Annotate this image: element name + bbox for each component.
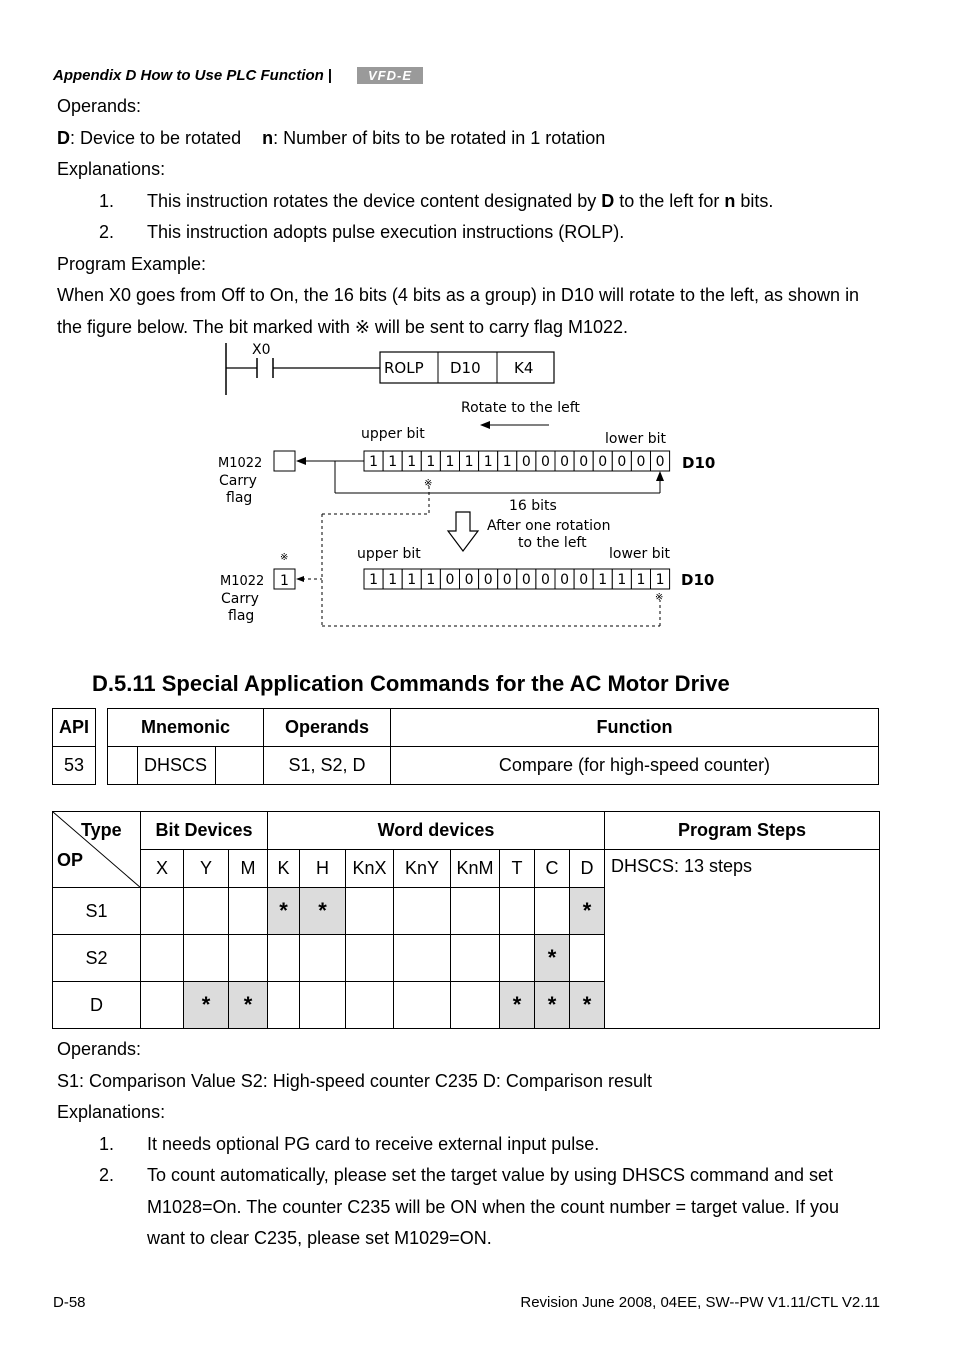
mark-cell (451, 888, 500, 935)
bit-value: 1 (369, 572, 379, 588)
col-header: KnY (394, 850, 451, 888)
bit-value: 1 (369, 454, 379, 470)
mark-cell: * (300, 888, 346, 935)
rotate-label: Rotate to the left (461, 400, 580, 416)
mark-cell: * (570, 888, 605, 935)
operand-device-table (52, 811, 880, 1029)
instr-operand2: K4 (514, 359, 534, 377)
bit-value: 0 (655, 454, 665, 470)
mark-cell (300, 982, 346, 1029)
mark-cell (535, 888, 570, 935)
mark-cell: * (268, 888, 300, 935)
op-name: D (53, 982, 141, 1029)
operands-label: Operands: (57, 96, 142, 116)
mark-symbol-1: ※ (424, 478, 433, 489)
bit-value: 1 (464, 454, 474, 470)
mark-cell: * (535, 982, 570, 1029)
contact-label: X0 (252, 342, 271, 358)
explanations-label: Explanations: (57, 159, 166, 179)
carry-label-1a: Carry (219, 473, 257, 489)
bit-value: 0 (560, 454, 570, 470)
mark-cell (346, 982, 394, 1029)
mark-cell (346, 935, 394, 982)
mark-cell (500, 935, 535, 982)
bit-value: 1 (426, 572, 436, 588)
bit-value: 1 (388, 454, 398, 470)
upper-bit-label-1: upper bit (361, 426, 425, 442)
explanations-label-2: Explanations: (57, 1102, 166, 1122)
mark-cell: * (570, 982, 605, 1029)
operands-desc: D: Device to be rotated n: Number of bits to be rotated in 1 rotation (57, 128, 606, 148)
bit-value: 0 (636, 454, 646, 470)
carry-name-1: M1022 (218, 456, 263, 471)
register-before (364, 451, 670, 471)
bit-value: 0 (464, 572, 474, 588)
bit-value: 0 (560, 572, 570, 588)
mark-symbol-3: ※ (280, 552, 289, 563)
op-name: S1 (53, 888, 141, 935)
revision-info: Revision June 2008, 04EE, SW--PW V1.11/CTL V2.11 (520, 1294, 880, 1311)
program-example-label: Program Example: (57, 254, 207, 274)
operands-text-2: S1: Comparison Value S2: High-speed counter C235 D: Comparison result (57, 1071, 652, 1091)
page-number: D-58 (53, 1294, 86, 1311)
example-line-2: the figure below. The bit marked with ※ will be sent to carry flag M1022. (57, 317, 629, 337)
register-after (364, 569, 670, 589)
program-steps-value: DHSCS: 13 steps (605, 850, 880, 1029)
bit-value: 1 (388, 572, 398, 588)
bit-value: 1 (426, 454, 436, 470)
bit-value: 0 (521, 454, 531, 470)
op-name: S2 (53, 935, 141, 982)
rotation-diagram (0, 0, 954, 640)
bit-value: 0 (617, 454, 627, 470)
col-header: Y (184, 850, 229, 888)
bit-value: 1 (407, 572, 417, 588)
after-rotation-label-2: to the left (518, 535, 587, 551)
carry-name-2: M1022 (220, 574, 265, 589)
section-title: D.5.11 Special Application Commands for the AC Motor Drive (92, 671, 730, 696)
mark-cell (346, 888, 394, 935)
bit-value: 0 (579, 454, 589, 470)
type-label: Type (81, 820, 122, 840)
bit-value: 1 (655, 572, 665, 588)
word-devices-header: Word devices (268, 812, 605, 850)
mark-cell (141, 888, 184, 935)
mark-cell (570, 935, 605, 982)
mark-cell: * (229, 982, 268, 1029)
carry-value-after: 1 (280, 573, 289, 589)
mark-symbol-2: ※ (655, 592, 664, 603)
instr-operand1: D10 (450, 359, 481, 377)
col-header: C (535, 850, 570, 888)
bit-value: 1 (617, 572, 627, 588)
api-header: API (53, 709, 96, 747)
mark-cell (394, 982, 451, 1029)
mark-cell (394, 935, 451, 982)
mark-cell (229, 888, 268, 935)
col-header: KnM (451, 850, 500, 888)
exp1-number: 1. (99, 191, 115, 211)
register-label-2: D10 (681, 571, 715, 589)
header-separator: | (327, 67, 333, 84)
mark-cell (184, 935, 229, 982)
bit-value: 0 (540, 454, 550, 470)
lower-bit-label-1: lower bit (605, 431, 666, 447)
exp1-text: This instruction rotates the device content designated by D to the left for n bits. (147, 191, 774, 211)
program-steps-header: Program Steps (605, 812, 880, 850)
carry-label-1b: flag (226, 490, 253, 506)
mnemonic-value: DHSCS (138, 747, 216, 785)
operands-label-2: Operands: (57, 1039, 142, 1059)
bit-devices-header: Bit Devices (141, 812, 268, 850)
bit-value: 0 (540, 572, 550, 588)
exp2-text: This instruction adopts pulse execution instructions (ROLP). (147, 222, 625, 242)
example-line-1: When X0 goes from Off to On, the 16 bits (4 bits as a group) in D10 will rotate to the left, as shown in (57, 285, 860, 305)
bit-value: 1 (445, 454, 455, 470)
operands-value: S1, S2, D (264, 747, 391, 785)
col-header: M (229, 850, 268, 888)
mnemonic-header: Mnemonic (108, 709, 264, 747)
register-label-1: D10 (682, 454, 716, 472)
bit-value: 0 (483, 572, 493, 588)
mark-cell (268, 982, 300, 1029)
mark-cell (300, 935, 346, 982)
col-header: K (268, 850, 300, 888)
mark-cell (451, 982, 500, 1029)
exp-b2-line2: M1028=On. The counter C235 will be ON when the count number = target value. If you (147, 1197, 840, 1217)
col-header: X (141, 850, 184, 888)
exp-b1-text: It needs optional PG card to receive external input pulse. (147, 1134, 600, 1154)
mark-cell (184, 888, 229, 935)
col-header: KnX (346, 850, 394, 888)
upper-bit-label-2: upper bit (357, 546, 421, 562)
exp2-number: 2. (99, 222, 115, 242)
after-rotation-label-1: After one rotation (487, 518, 611, 534)
mark-cell (229, 935, 268, 982)
function-header: Function (391, 709, 879, 747)
carry-label-2a: Carry (221, 591, 259, 607)
mark-cell: * (535, 935, 570, 982)
col-header: H (300, 850, 346, 888)
bit-value: 0 (502, 572, 512, 588)
mark-cell (141, 982, 184, 1029)
op-label: OP (57, 850, 84, 870)
lower-bit-label-2: lower bit (609, 546, 670, 562)
type-op-cell (53, 812, 141, 888)
exp-b2-line1: To count automatically, please set the target value by using DHSCS command and set (147, 1165, 834, 1185)
col-header: D (570, 850, 605, 888)
bit-value: 0 (521, 572, 531, 588)
bit-value: 0 (579, 572, 589, 588)
exp-b2-number: 2. (99, 1165, 115, 1185)
vfd-e-logo: VFD-E (357, 67, 423, 84)
col-header: T (500, 850, 535, 888)
instr-name: ROLP (384, 359, 424, 377)
bit-value: 1 (502, 454, 512, 470)
carry-label-2b: flag (228, 608, 255, 624)
mark-cell (141, 935, 184, 982)
api-table (52, 708, 879, 785)
mark-cell (500, 888, 535, 935)
down-arrow (448, 512, 478, 551)
bit-value: 1 (407, 454, 417, 470)
bit-value: 0 (445, 572, 455, 588)
exp-b2-line3: want to clear C235, please set M1029=ON. (147, 1228, 492, 1248)
bit-value: 1 (636, 572, 646, 588)
header-title: Appendix D How to Use PLC Function (53, 67, 324, 84)
bit-value: 1 (598, 572, 608, 588)
mark-cell: * (500, 982, 535, 1029)
bit-value: 1 (483, 454, 493, 470)
bits-count-label: 16 bits (509, 498, 557, 514)
bit-value: 0 (598, 454, 608, 470)
rotate-arrow (480, 421, 490, 429)
mark-cell (394, 888, 451, 935)
exp-b1-number: 1. (99, 1134, 115, 1154)
mark-cell: * (184, 982, 229, 1029)
function-value: Compare (for high-speed counter) (391, 747, 879, 785)
mark-cell (451, 935, 500, 982)
operands-header: Operands (264, 709, 391, 747)
mark-cell (268, 935, 300, 982)
carry-box-before (274, 451, 295, 471)
api-value: 53 (53, 747, 96, 785)
